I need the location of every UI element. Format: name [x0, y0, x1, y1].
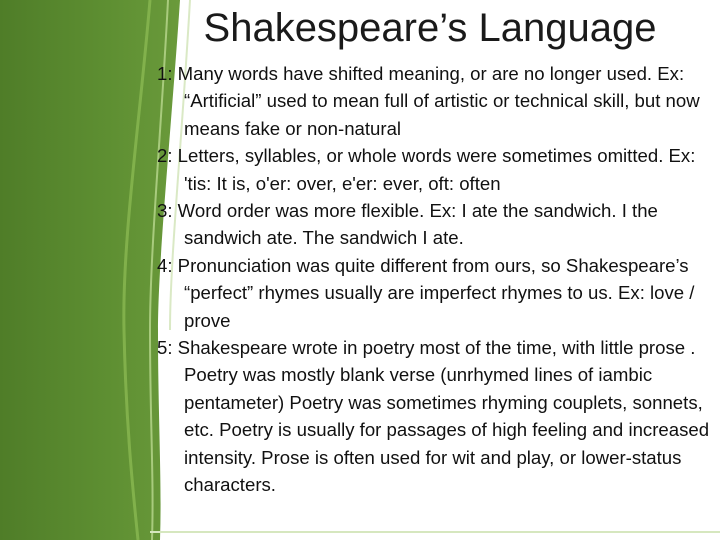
point-1: 1: Many words have shifted meaning, or are no longer used. Ex: “Artificial” used to mean full of artistic or technical skill, but now means fake or non-natural [157, 63, 700, 139]
point-2: 2: Letters, syllables, or whole words were sometimes omitted. Ex: 'tis: It is, o'er: over, e'er: ever, oft: often [157, 145, 696, 194]
body-list [157, 60, 717, 499]
point-4: 4: Pronunciation was quite different from ours, so Shakespeare’s “perfect” rhymes usually are imperfect rhymes to us. Ex: love / prove [157, 254, 695, 331]
left-green-bar [0, 0, 180, 540]
point-3: 3: Word order was more flexible. Ex: I ate the sandwich. I the sandwich ate. The sandwich I ate. [157, 200, 658, 249]
slide-title: Shakespeare’s Language [203, 6, 657, 50]
point-5: 5: Shakespeare wrote in poetry most of the time, with little prose . Poetry was mostly blank verse (unrhymed lines of iambic pentameter) Poetry was sometimes rhyming couplets, sonnets, etc. Poetry is usually for passages of high feeling and increased intensity. Prose is often used for wit and play, or lower-status characters. [157, 337, 710, 496]
